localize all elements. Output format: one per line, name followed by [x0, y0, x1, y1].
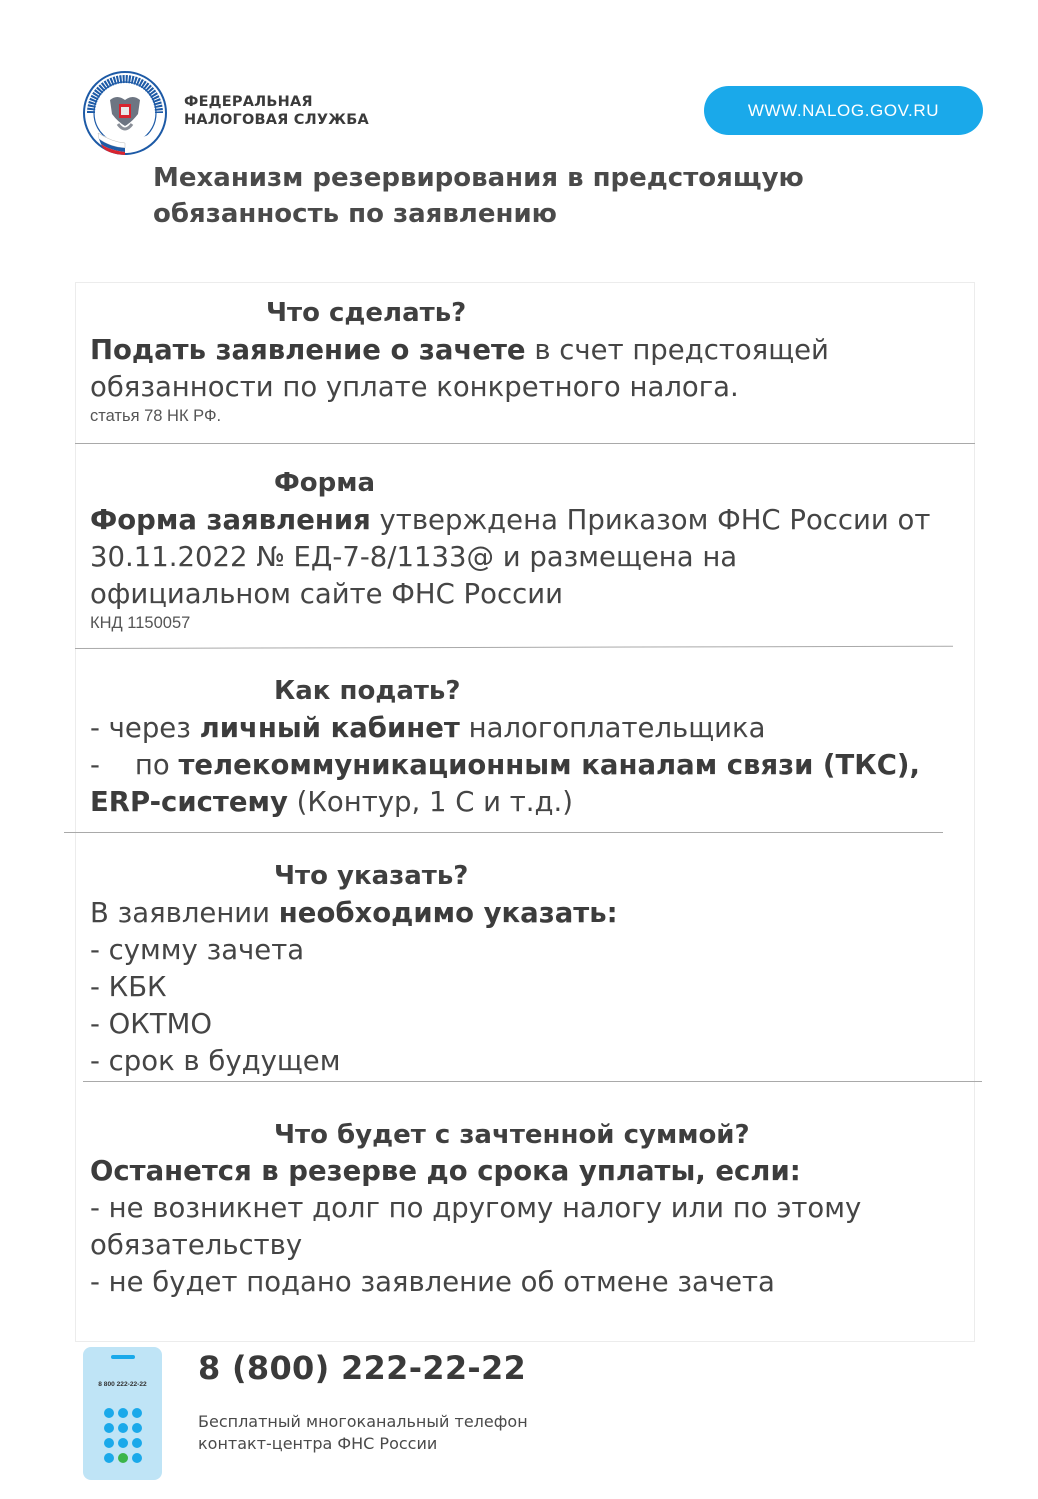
section-heading-reserved-amount: Что будет с зачтенной суммой? — [274, 1120, 750, 1150]
phone-icon-label: 8 800 222-22-22 — [98, 1381, 147, 1388]
phone-icon — [83, 1347, 162, 1480]
section3-line1-pre: - через — [90, 712, 200, 744]
page-title-line2: обязанность по заявлению — [153, 199, 557, 229]
section3-line3-bold: ERP-систему — [90, 786, 288, 818]
section2-note: КНД 1150057 — [90, 614, 191, 632]
section-heading-what-to-specify: Что указать? — [274, 861, 469, 891]
hotline-description-line1: Бесплатный многоканальный телефон — [198, 1412, 528, 1431]
section2-line1-rest: утверждена Приказом ФНС России от — [370, 504, 931, 536]
divider — [83, 1081, 982, 1082]
section3-line2-bold: телекоммуникационным каналам связи (ТКС), — [178, 749, 920, 781]
section4-line1-pre: В заявлении — [90, 897, 279, 929]
page-title-line1: Механизм резервирования в предстоящую — [153, 163, 804, 193]
section4-line1-bold: необходимо указать: — [278, 897, 618, 929]
fns-logo-emblem — [82, 70, 168, 156]
section5-line2: - не возникнет долг по другому налогу или по этому — [90, 1192, 862, 1224]
page-title — [153, 160, 913, 232]
list-item: - сумму зачета — [90, 934, 305, 966]
divider — [75, 443, 975, 444]
section2-line2: 30.11.2022 № ЕД-7-8/1133@ и размещена на — [90, 541, 738, 573]
section5-line1-bold: Останется в резерве до срока уплаты, если: — [90, 1155, 801, 1187]
section5-line3: обязательству — [90, 1229, 303, 1261]
section5-line1 — [90, 1153, 801, 1190]
hotline-description — [198, 1411, 528, 1455]
section3-line3-rest: (Контур, 1 С и т.д.) — [287, 786, 573, 818]
section-heading-how-to-submit: Как подать? — [274, 676, 461, 706]
section4-line1 — [90, 895, 618, 932]
section3-line2-pre: - по — [90, 749, 179, 781]
hotline-description-line2: контакт-центра ФНС России — [198, 1434, 438, 1453]
divider — [64, 832, 943, 833]
section1-line1-rest: в счет предстоящей — [525, 334, 829, 366]
website-link-button[interactable]: WWW.NALOG.GOV.RU — [704, 86, 983, 135]
section2-line1-bold: Форма заявления — [90, 504, 371, 536]
section-heading-what-to-do: Что сделать? — [266, 298, 467, 328]
section1-line1 — [90, 332, 829, 369]
section1-line2: обязанности по уплате конкретного налога. — [90, 371, 739, 403]
section1-line1-bold: Подать заявление о зачете — [90, 334, 526, 366]
section3-line1-bold: личный кабинет — [199, 712, 460, 744]
list-item: - срок в будущем — [90, 1045, 341, 1077]
list-item: - ОКТМО — [90, 1008, 213, 1040]
section2-line1 — [90, 502, 930, 539]
section3-line1 — [90, 710, 766, 747]
agency-name-line1: ФЕДЕРАЛЬНАЯ — [184, 94, 313, 110]
section5-line4: - не будет подано заявление об отмене зачета — [90, 1266, 775, 1298]
list-item: - КБК — [90, 971, 167, 1003]
section-heading-form: Форма — [274, 468, 376, 498]
agency-name — [184, 93, 369, 129]
section2-line3: официальном сайте ФНС России — [90, 578, 563, 610]
section3-line2 — [90, 747, 920, 784]
section3-line3 — [90, 784, 573, 821]
section3-line1-rest: налогоплательщика — [459, 712, 766, 744]
section1-note: статья 78 НК РФ. — [90, 407, 222, 425]
agency-name-line2: НАЛОГОВАЯ СЛУЖБА — [184, 112, 369, 128]
hotline-phone-number[interactable]: 8 (800) 222-22-22 — [198, 1349, 527, 1387]
